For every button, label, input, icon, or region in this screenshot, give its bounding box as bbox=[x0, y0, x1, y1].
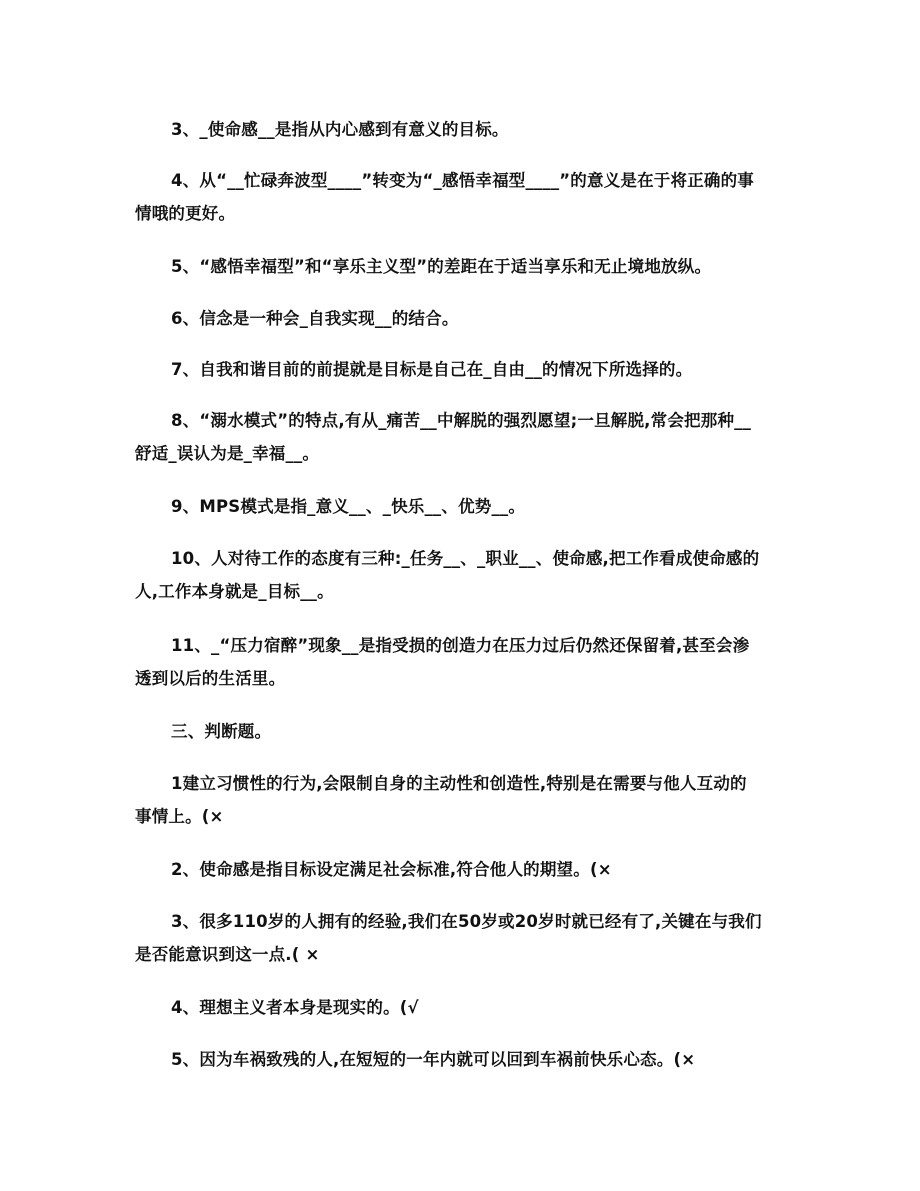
fill-question-8 bbox=[135, 404, 790, 470]
text-line: 3、_使命感__是指从内心感到有意义的目标。 bbox=[171, 120, 509, 139]
judge-question-3 bbox=[135, 905, 790, 971]
fill-question-5 bbox=[135, 250, 790, 283]
judge-question-1 bbox=[135, 767, 790, 833]
section-heading-judgement bbox=[135, 715, 790, 748]
text-line: 1建立习惯性的行为,会限制自身的主动性和创造性,特别是在需要与他人互动的 bbox=[171, 774, 747, 793]
fill-question-11 bbox=[135, 629, 790, 695]
text-line: 情哦的更好。 bbox=[135, 204, 236, 223]
text-line: 舒适_误认为是_幸福__。 bbox=[135, 444, 320, 463]
fill-question-9 bbox=[135, 490, 790, 523]
fill-question-3 bbox=[135, 113, 790, 146]
section-title: 三、判断题。 bbox=[171, 722, 272, 741]
text-line: 5、“感悟幸福型”和“享乐主义型”的差距在于适当享乐和无止境地放纵。 bbox=[171, 257, 712, 276]
text-line: 4、从“__忙碌奔波型____”转变为“_感悟幸福型____”的意义是在于将正确的事 bbox=[171, 171, 755, 190]
text-line: 10、人对待工作的态度有三种:_任务__、_职业__、使命感,把工作看成使命感的 bbox=[171, 549, 760, 568]
text-line: 9、MPS模式是指_意义__、_快乐__、优势__。 bbox=[171, 497, 526, 516]
fill-question-7 bbox=[135, 353, 790, 386]
judge-question-4 bbox=[135, 991, 790, 1024]
text-line: 人,工作本身就是_目标__。 bbox=[135, 582, 334, 601]
judge-question-2 bbox=[135, 853, 790, 886]
fill-question-10 bbox=[135, 542, 790, 608]
text-line: 事情上。(× bbox=[135, 807, 224, 826]
text-line: 2、使命感是指目标设定满足社会标准,符合他人的期望。(× bbox=[171, 860, 612, 879]
text-line: 5、因为车祸致残的人,在短短的一年内就可以回到车祸前快乐心态。(× bbox=[171, 1050, 696, 1069]
text-line: 11、_“压力宿醉”现象__是指受损的创造力在压力过后仍然还保留着,甚至会渗 bbox=[171, 636, 750, 655]
fill-question-4 bbox=[135, 164, 790, 230]
text-line: 3、很多110岁的人拥有的经验,我们在50岁或20岁时就已经有了,关键在与我们 bbox=[171, 912, 762, 931]
judge-question-5 bbox=[135, 1043, 790, 1076]
fill-question-6 bbox=[135, 302, 790, 335]
text-line: 7、自我和谐目前的前提就是目标是自己在_自由__的情况下所选择的。 bbox=[171, 360, 693, 379]
text-line: 4、理想主义者本身是现实的。(√ bbox=[171, 998, 419, 1017]
text-line: 6、信念是一种会_自我实现__的结合。 bbox=[171, 309, 459, 328]
text-line: 透到以后的生活里。 bbox=[135, 669, 286, 688]
text-line: 8、“溺水模式”的特点,有从_痛苦__中解脱的强烈愿望;一旦解脱,常会把那种__ bbox=[171, 411, 752, 430]
text-line: 是否能意识到这一点.( × bbox=[135, 945, 320, 964]
